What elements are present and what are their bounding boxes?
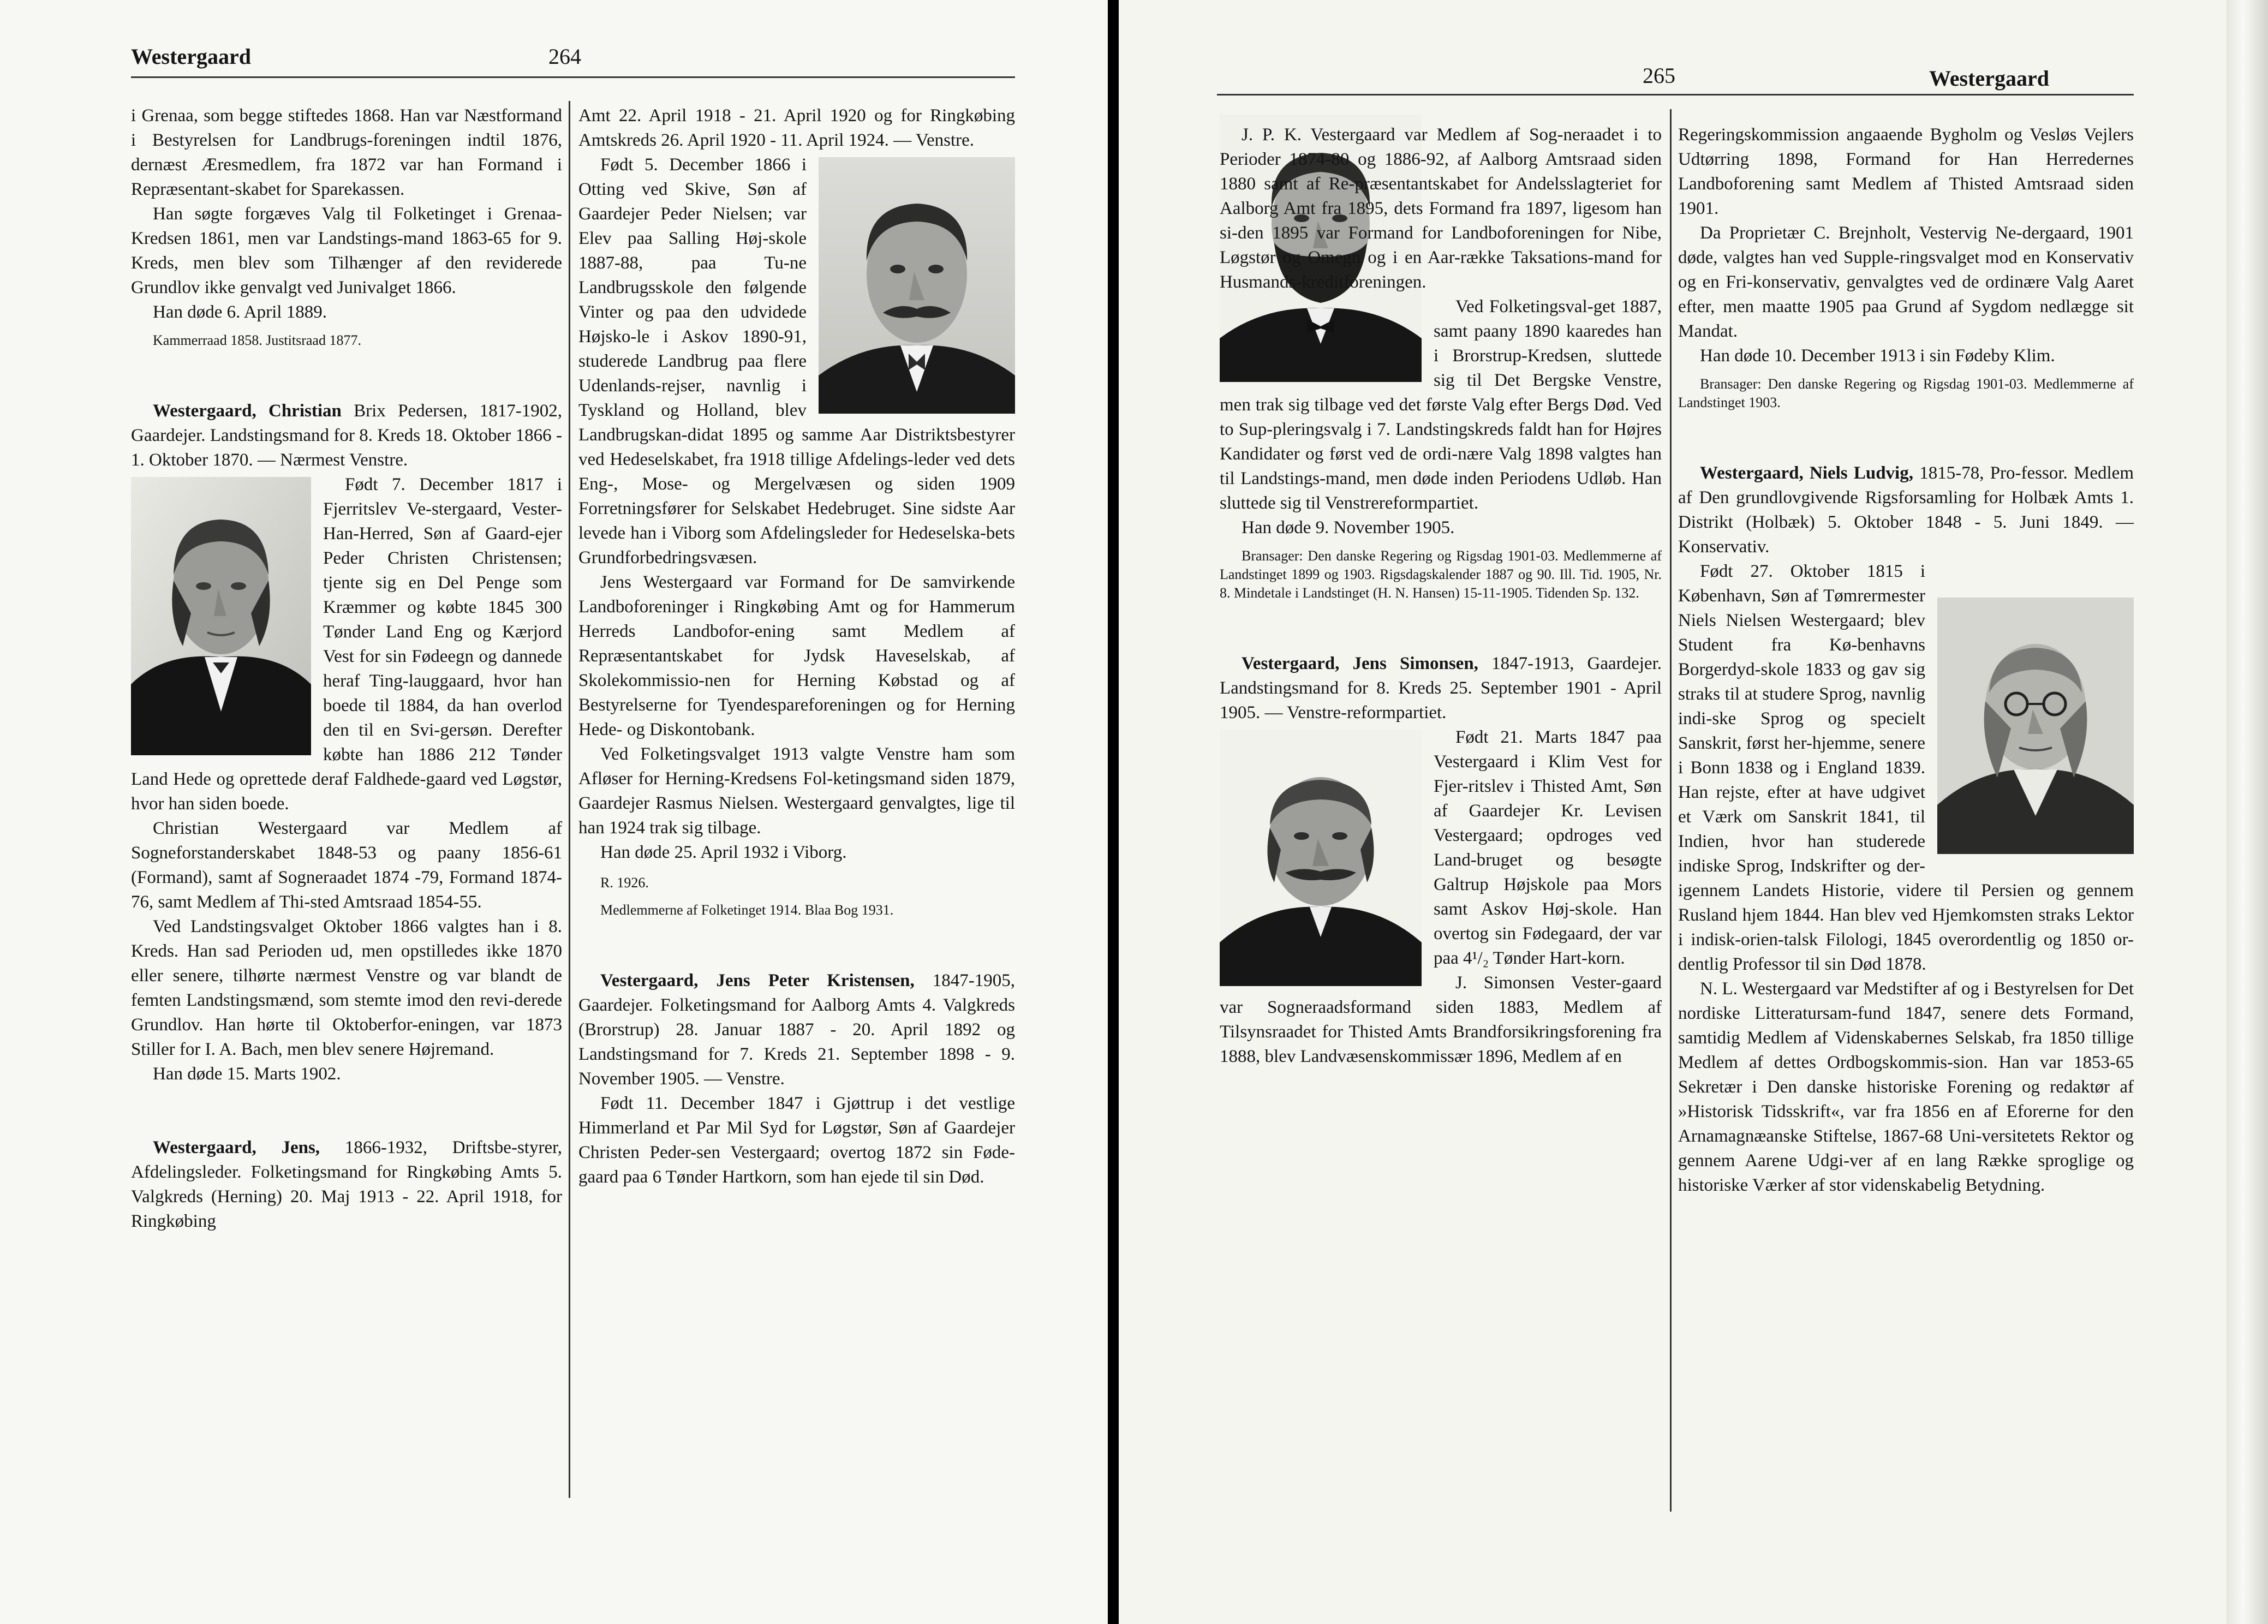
page-edge bbox=[2227, 0, 2268, 1624]
portrait-jens-image bbox=[819, 157, 1015, 414]
entry-intro: 1815-78, Pro-fessor. Medlem af Den grundlovgivende Rigsforsamling for Holbæk Amts 1. Distrikt (Holbæk) 5. Oktober 1848 - 5. Juni 1849. — Konservativ. bbox=[1678, 463, 2134, 557]
paragraph: Han søgte forgæves Valg til Folketinget i Grenaa-Kredsen 1861, men var Landstings-mand 1863-65 for 9. Kreds, men blev som Tilhænger af den reviderede Grundlov ikke genvalgt ved Junivalget 1866. bbox=[131, 204, 562, 297]
paragraph: Ved Folketingsvalget 1913 valgte Venstre ham som Afløser for Herning-Kredsens Fol-ketingsmand siden 1879, Gaardejer Rasmus Nielsen. Westergaard genvalgtes, lige til han 1924 trak sig tilbage. bbox=[578, 744, 1015, 838]
running-head-right bbox=[1119, 0, 2227, 91]
entry-jpk bbox=[578, 969, 1015, 1091]
paragraph: Han døde 25. April 1932 i Viborg. bbox=[600, 843, 847, 862]
page-number: 264 bbox=[548, 44, 581, 69]
paragraph: Han døde 9. November 1905. bbox=[1242, 518, 1455, 538]
left-page bbox=[0, 0, 1108, 1624]
portrait-jens bbox=[819, 157, 1015, 414]
right-page bbox=[1119, 0, 2227, 1624]
paragraph: Født 11. December 1847 i Gjøttrup i det vestlige Himmerland et Par Mil Syd for Løgstør, Søn af Gaardejer Christen Peder-sen Vestergaard; overtog 1872 sin Føde-gaard paa 6 Tønder Hartkorn, som han ejede til sin Død. bbox=[578, 1094, 1015, 1187]
paragraph: Christian Westergaard var Medlem af Sogneforstanderskabet 1848-53 og paany 1856-61 (Formand), samt af Sogneraadet 1874 -79, Formand 1874-76, samt Medlem af Thi-sted Amtsraad 1854-55. bbox=[131, 819, 562, 912]
source-note: Bransager: Den danske Regering og Rigsdag 1901-03. Medlemmerne af Landstinget 1899 og 1903. Rigsdagskalender 1887 og 90. Ill. Tid. 1905, Nr. 8. Mindetale i Landstinget (H. N. Hansen) 15-11-1905. Tidenden Sp. 132. bbox=[1220, 548, 1662, 601]
entry-intro: Brix Pedersen, 1817-1902, Gaardejer. Landstingsmand for 8. Kreds 18. Oktober 1866 - 1. Oktober 1870. — Nærmest Venstre. bbox=[131, 401, 562, 470]
left-col2 bbox=[578, 104, 1015, 1522]
entry-intro: 1847-1913, Gaardejer. Landstingsmand for 8. Kreds 25. September 1901 - April 1905. — Venstre-reformpartiet. bbox=[1220, 654, 1662, 723]
entry-jens-simonsen bbox=[1220, 652, 1662, 725]
paragraph: Amt 22. April 1918 - 21. April 1920 og for Ringkøbing Amtskreds 26. April 1920 - 11. April 1924. — Venstre. bbox=[578, 106, 1015, 150]
paragraph: Født 5. December 1866 i Otting ved Skive, Søn af Gaardejer Peder Nielsen; var Elev paa Salling Høj-skole 1887-88, paa Tu-ne Landbrugsskole den følgende Vinter og paa den udvidede Højsko-le i Askov 1890-91, studerede Landbrug paa flere Udenlands-rejser, navnlig i Tyskland og Holland, blev Landbrugskan-didat 1895 og samme Aar Distriktsbestyrer ved Hedeselskabet, fra 1918 tillige Afdelings-leder ved dets Eng-, Mose- og Mergelvæsen og siden 1909 Forretningsfører for Selskabet Hedebruget. Sine sidste Aar levede han i Viborg som Afdelingsleder for Hedeselska-bets Grundforbedringsvæsen. bbox=[578, 155, 1015, 568]
portrait-christian bbox=[131, 477, 311, 755]
paragraph: Han døde 6. April 1889. bbox=[153, 302, 327, 322]
right-col1 bbox=[1220, 123, 1662, 1542]
paragraph: Født 7. December 1817 i Fjerritslev Ve-stergaard, Vester-Han-Herred, Søn af Gaard-ejer Peder Christen Christensen; tjente sig en Del Penge som Kræmmer og købte 1845 300 Tønder Land Eng og Kærjord Vest for sin Fødeegn og dannede heraf Ting-lauggaard, hvor han boede til 1884, da han overlod den til en Svi-gersøn. Derefter købte han 1886 212 Tønder Land Hede og oprettede deraf Faldhede-gaard ved Løgstør, hvor han siden boede. bbox=[131, 475, 562, 814]
entry-intro: 1847-1905, Gaardejer. Folketingsmand for Aalborg Amts 4. Valgkreds (Brorstrup) 28. Januar 1887 - 20. April 1892 og Landstingsmand for 7. Kreds 21. September 1898 - 9. November 1905. — Venstre. bbox=[578, 971, 1015, 1089]
portrait-jens-simonsen-image bbox=[1220, 730, 1422, 986]
source-note: R. 1926. bbox=[600, 875, 649, 891]
running-title: Westergaard bbox=[131, 44, 251, 69]
running-title: Westergaard bbox=[1929, 66, 2049, 91]
portrait-niels-ludvig-image bbox=[1937, 598, 2134, 854]
paragraph: Ved Folketingsval-get 1887, samt paany 1890 kaaredes han i Brorstrup-Kredsen, sluttede sig til Det Bergske Venstre, men trak sig tilbage ved det første Valg efter Bergs Død. Ved to Sup-pleringsvalg i 7. Landstingskreds faldt han for Højres Kandidater og først ved de ordi-nære Valg 1898 valgtes han til Landstings-mand, men døde inden Periodens Udløb. Han sluttede sig til Venstrereformpartiet. bbox=[1220, 297, 1662, 513]
source-note: Kammerraad 1858. Justitsraad 1877. bbox=[153, 332, 361, 348]
paragraph: J. P. K. Vestergaard var Medlem af Sog-neraadet i to Perioder 1874-80 og 1886-92, af Aalborg Amtsraad siden 1880 samt af Re-præsentantskabet for Andelsslagteriet for Aalborg Amt fra 1895, dets Formand fra 1897, ligesom han si-den 1895 var Formand for Landboforeningen for Nibe, Løgstør og Omegn og i en Aar-række Taksations-mand for Husmands-kreditforeningen. bbox=[1220, 125, 1662, 292]
source-note: Medlemmerne af Folketinget 1914. Blaa Bog 1931. bbox=[600, 902, 894, 918]
left-col1 bbox=[131, 104, 562, 1522]
source-note: Bransager: Den danske Regering og Rigsdag 1901-03. Medlemmerne af Landstinget 1903. bbox=[1678, 376, 2134, 410]
running-head-left bbox=[0, 0, 1108, 87]
paragraph: Han døde 15. Marts 1902. bbox=[153, 1064, 341, 1084]
paragraph: Han døde 10. December 1913 i sin Fødeby Klim. bbox=[1700, 346, 2055, 366]
entry-heading: Westergaard, Jens, bbox=[153, 1138, 320, 1157]
paragraph: J. Simonsen Vester-gaard var Sogneraadsformand siden 1883, Medlem af Tilsynsraadet for Thisted Amts Brandforsikringsforening fra 1888, blev Landvæsenskommissær 1896, Medlem af en bbox=[1220, 973, 1662, 1066]
entry-christian bbox=[131, 399, 562, 473]
entry-intro: 1866-1932, Driftsbe-styrer, Afdelingsleder. Folketingsmand for Ringkøbing Amts 5. Valgkreds (Herning) 20. Maj 1913 - 22. April 1918, for Ringkøbing bbox=[131, 1138, 563, 1231]
portrait-christian-image bbox=[131, 477, 311, 755]
entry-heading: Westergaard, Niels Ludvig, bbox=[1700, 463, 1913, 483]
paragraph: Født 21. Marts 1847 paa Vestergaard i Klim Vest for Fjer-ritslev i Thisted Amt, Søn af Gaardejer Kr. Levisen Vestergaard; opdroges ved Land-bruget og besøgte Galtrup Højskole paa Mors samt Askov Høj-skole. Han overtog sin Fødegaard, der var paa 4¹/₂ Tønder Hart-korn. bbox=[1434, 727, 1662, 968]
portrait-jens-simonsen bbox=[1220, 730, 1422, 986]
paragraph: i Grenaa, som begge stiftedes 1868. Han var Næstformand i Bestyrelsen for Landbrugs-foreningen indtil 1876, dernæst Æresmedlem, fra 1872 var han Formand i Repræsentant-skabet for Sparekassen. bbox=[131, 106, 562, 199]
paragraph: Regeringskommission angaaende Bygholm og Vesløs Vejlers Udtørring 1898, Formand for Han Herredernes Landboforening samt Medlem af Thisted Amtsraad siden 1901. bbox=[1678, 125, 2134, 218]
page-number: 265 bbox=[1643, 63, 1675, 88]
portrait-niels-ludvig bbox=[1937, 598, 2134, 854]
entry-jens bbox=[131, 1136, 562, 1234]
paragraph: Født 27. Oktober 1815 i København, Søn af Tømrermester Niels Nielsen Westergaard; blev Student fra Kø-benhavns Borgerdyd-skole 1833 og gav sig straks til at studere Sprog, navnlig indi-ske Sprog og specielt Sanskrit, først her-hjemme, senere i Bonn 1838 og i England 1839. Han rejste, efter at have udgivet et Værk om Sanskrit 1841, til Indien, hvor han studerede indiske Sprog, Indskrifter og der-igennem Landets Historie, videre til Persien og gennem Rusland hjem 1844. Han blev ved Hjemkomsten straks Lektor i indisk-orien-talsk Filologi, 1845 overordentlig og 1850 or-dentlig Professor til sin Død 1878. bbox=[1678, 562, 2134, 974]
paragraph: Ved Landstingsvalget Oktober 1866 valgtes han i 8. Kreds. Han sad Perioden ud, men opstilledes ikke 1870 eller senere, tilhørte nærmest Venstre og var blandt de femten Landstingsmænd, som stemte imod den revi-derede Grundlov. Han hørte til Oktoberfor-eningen, var 1873 Stiller for I. A. Bach, men blev senere Højremand. bbox=[131, 917, 562, 1059]
entry-heading: Westergaard, Christian bbox=[153, 401, 342, 421]
right-col2 bbox=[1678, 123, 2134, 1542]
paragraph: Jens Westergaard var Formand for De samvirkende Landboforeninger i Ringkøbing Amt og for Hammerum Herreds Landbofor-ening samt Medlem af Repræsentantskabet for Jydsk Haveselskab, af Skolekommissio-nen for Herning Købstad og af Bestyrelserne for Tyendespareforeningen og for Herning Hede- og Diskontobank. bbox=[578, 572, 1015, 739]
header-rule bbox=[1217, 94, 2134, 95]
header-rule bbox=[131, 76, 1015, 78]
paragraph: N. L. Westergaard var Medstifter af og i Bestyrelsen for Det nordiske Litteratursam-fund 1847, senere dets Formand, samtidig Medlem af Videnskabernes Selskab, fra 1850 tillige Medlem af dettes Ordbogskommis-sion. Han var 1853-65 Sekretær i Den danske historiske Forening og redaktør af »Historisk Tidsskrift«, var fra 1856 en af Eforerne for den Arnamagnæanske Stiftelse, 1867-68 Uni-versitetets Rektor og gennem Aarene Udgi-ver af en lang Række sproglige og historiske Værker af stor videnskabelig Betydning. bbox=[1678, 979, 2134, 1195]
entry-heading: Vestergaard, Jens Simonsen, bbox=[1242, 654, 1478, 673]
column-rule bbox=[1670, 109, 1672, 1512]
paragraph: Da Proprietær C. Brejnholt, Vestervig Ne-dergaard, 1901 døde, valgtes han ved Supple-ringsvalget mod en Konservativ og en Fri-konservativ, genvalgtes ved de ordinære Valg Aaret efter, men maatte 1905 paa Grund af Sygdom nedlægge sit Mandat. bbox=[1678, 223, 2134, 341]
column-rule bbox=[569, 101, 570, 1498]
entry-niels-ludvig bbox=[1678, 461, 2134, 559]
entry-heading: Vestergaard, Jens Peter Kristensen, bbox=[600, 971, 915, 990]
